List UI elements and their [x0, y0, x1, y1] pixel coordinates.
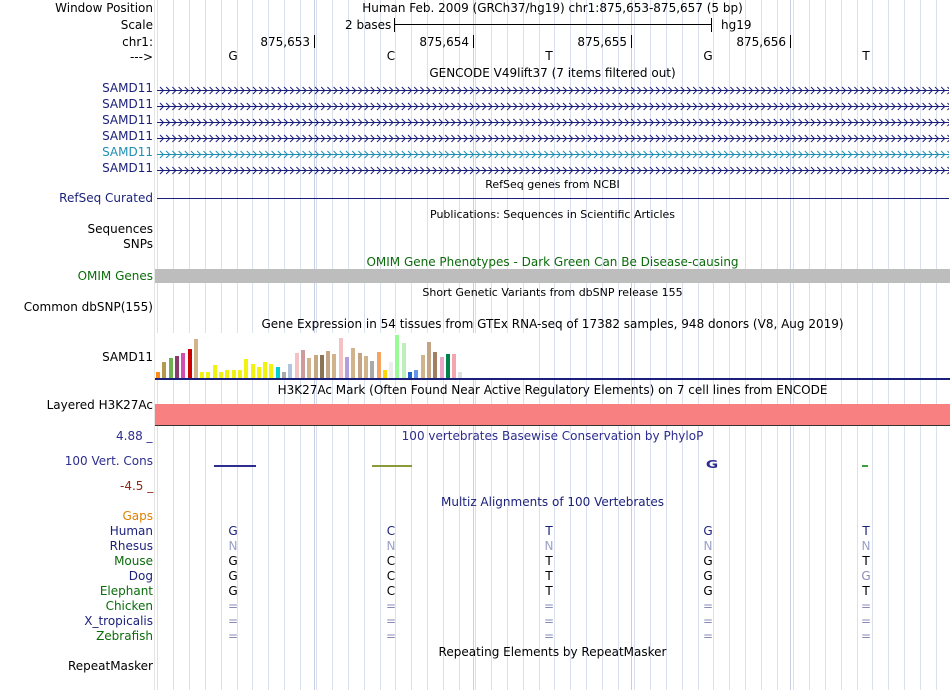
gtex-bar[interactable]	[389, 362, 393, 378]
gtex-bar[interactable]	[213, 365, 217, 378]
multiz-base: =	[385, 614, 397, 628]
gtex-bar[interactable]	[175, 356, 179, 378]
multiz-base: G	[228, 584, 238, 598]
gtex-title[interactable]: Gene Expression in 54 tissues from GTEx RNA-seq of 17382 samples, 948 donors (V8, Aug 2019)	[261, 317, 844, 331]
ruler-base: T	[545, 49, 553, 63]
ruler-position: 875,656	[736, 35, 786, 49]
gtex-bar[interactable]	[244, 359, 248, 378]
gencode-gene-label[interactable]: SAMD11	[102, 81, 153, 95]
gencode-gene-feature[interactable]	[157, 84, 949, 93]
ruler-tick	[790, 35, 791, 48]
gtex-bar[interactable]	[162, 362, 166, 378]
scale-text: 2 bases	[345, 18, 392, 32]
multiz-base: =	[702, 629, 714, 643]
multiz-base: G	[228, 554, 238, 568]
gtex-bar[interactable]	[181, 353, 185, 378]
gtex-bar[interactable]	[320, 355, 324, 378]
multiz-base: =	[227, 629, 239, 643]
gtex-bar[interactable]	[383, 370, 387, 378]
phylop-label[interactable]: 100 Vert. Cons	[64, 454, 153, 468]
multiz-species-label[interactable]: Dog	[128, 569, 153, 583]
multiz-base: T	[862, 584, 870, 598]
phylop-mark-1	[214, 465, 256, 467]
chrom-label[interactable]: chr1:	[122, 35, 153, 49]
gtex-bar[interactable]	[370, 361, 374, 378]
gtex-bar[interactable]	[364, 356, 368, 378]
gencode-gene-feature[interactable]	[157, 148, 949, 157]
multiz-species-label[interactable]: Elephant	[99, 584, 153, 598]
multiz-base: G	[703, 584, 713, 598]
multiz-base: =	[860, 599, 872, 613]
h3k27ac-label[interactable]: Layered H3K27Ac	[46, 398, 153, 412]
dbsnp-label[interactable]: Common dbSNP(155)	[23, 300, 153, 314]
multiz-base: G	[228, 524, 238, 538]
refseq-line[interactable]	[157, 198, 949, 199]
refseq-title[interactable]: RefSeq genes from NCBI	[485, 178, 620, 191]
gencode-title[interactable]: GENCODE V49lift37 (7 items filtered out)	[429, 66, 676, 80]
gtex-label[interactable]: SAMD11	[102, 350, 153, 364]
multiz-base: =	[702, 614, 714, 628]
multiz-base: =	[385, 629, 397, 643]
gtex-bar[interactable]	[251, 364, 255, 378]
multiz-base: T	[545, 584, 553, 598]
ruler-base: C	[386, 49, 396, 63]
multiz-base: N	[544, 539, 554, 553]
multiz-species-label[interactable]: Mouse	[114, 554, 153, 568]
h3k27ac-title[interactable]: H3K27Ac Mark (Often Found Near Active Regulatory Elements) on 7 cell lines from ENCODE	[277, 383, 828, 397]
multiz-base: C	[386, 554, 396, 568]
gtex-bar[interactable]	[295, 353, 299, 378]
scale-tick-left	[394, 18, 395, 32]
multiz-base: C	[386, 569, 396, 583]
gtex-bar[interactable]	[339, 338, 343, 378]
repeatmasker-label[interactable]: RepeatMasker	[67, 659, 153, 673]
gencode-gene-feature[interactable]	[157, 164, 949, 173]
snps-label[interactable]: SNPs	[123, 237, 153, 251]
multiz-base: =	[860, 629, 872, 643]
multiz-base: T	[545, 569, 553, 583]
multiz-title[interactable]: Multiz Alignments of 100 Vertebrates	[440, 495, 665, 509]
gtex-bar[interactable]	[414, 370, 418, 378]
omim-label[interactable]: OMIM Genes	[77, 269, 153, 283]
multiz-base: C	[386, 584, 396, 598]
gtex-bar[interactable]	[314, 355, 318, 378]
multiz-base: G	[703, 554, 713, 568]
multiz-base: =	[543, 614, 555, 628]
dbsnp-title[interactable]: Short Genetic Variants from dbSNP release 155	[422, 286, 683, 299]
multiz-species-label[interactable]: Gaps	[122, 509, 153, 523]
gtex-bar[interactable]	[326, 351, 330, 378]
ruler-base: G	[703, 49, 713, 63]
multiz-base: N	[703, 539, 713, 553]
gtex-bar[interactable]	[427, 342, 431, 378]
gtex-bar[interactable]	[452, 354, 456, 378]
refseq-label[interactable]: RefSeq Curated	[59, 191, 153, 205]
gencode-gene-label[interactable]: SAMD11	[102, 113, 153, 127]
gtex-bar[interactable]	[440, 357, 444, 378]
ruler-position: 875,654	[419, 35, 469, 49]
gtex-bar[interactable]	[433, 352, 437, 378]
phylop-max: 4.88 _	[116, 429, 153, 443]
gencode-gene-label[interactable]: SAMD11	[102, 97, 153, 111]
gtex-bar[interactable]	[276, 367, 280, 378]
gencode-gene-feature[interactable]	[157, 116, 949, 125]
ruler-tick	[473, 35, 474, 48]
h3k27ac-baseline	[155, 425, 950, 426]
gtex-bar[interactable]	[446, 354, 450, 378]
multiz-base: G	[703, 569, 713, 583]
phylop-mark-2	[372, 465, 412, 467]
gtex-bar[interactable]	[332, 354, 336, 378]
multiz-base: G	[703, 524, 713, 538]
multiz-species-label[interactable]: Chicken	[105, 599, 153, 613]
svg-text:G: G	[705, 459, 719, 469]
assembly-title[interactable]: Human Feb. 2009 (GRCh37/hg19) chr1:875,653-875,657 (5 bp)	[362, 1, 743, 15]
window-position-label[interactable]: Window Position	[55, 1, 153, 15]
multiz-base: =	[227, 614, 239, 628]
h3k27ac-signal[interactable]	[155, 404, 950, 425]
phylop-mark-3	[862, 465, 868, 467]
ruler-tick	[314, 35, 315, 48]
multiz-base: =	[385, 599, 397, 613]
multiz-species-label[interactable]: Rhesus	[109, 539, 153, 553]
multiz-base: =	[860, 614, 872, 628]
multiz-species-label[interactable]: X_tropicalis	[84, 614, 153, 628]
publications-title[interactable]: Publications: Sequences in Scientific Articles	[430, 208, 675, 221]
gtex-bar[interactable]	[421, 355, 425, 378]
phylop-title[interactable]: 100 vertebrates Basewise Conservation by PhyloP	[401, 429, 704, 443]
gtex-bar[interactable]	[402, 343, 406, 378]
gencode-gene-feature[interactable]	[157, 100, 949, 109]
gtex-bar[interactable]	[269, 364, 273, 378]
phylop-min: -4.5 _	[120, 479, 154, 493]
gtex-bar[interactable]	[238, 370, 242, 378]
multiz-base: N	[386, 539, 396, 553]
scale-db: hg19	[721, 18, 752, 32]
phylop-glyph-g	[690, 458, 734, 469]
gtex-bar[interactable]	[377, 352, 381, 378]
gtex-bar[interactable]	[288, 364, 292, 378]
ruler-base: T	[862, 49, 870, 63]
gtex-bar[interactable]	[188, 349, 192, 378]
multiz-base: =	[702, 599, 714, 613]
multiz-base: T	[862, 554, 870, 568]
repeatmasker-title[interactable]: Repeating Elements by RepeatMasker	[438, 645, 667, 659]
ruler-position: 875,653	[260, 35, 310, 49]
gencode-gene-label[interactable]: SAMD11	[102, 161, 153, 175]
multiz-base: G	[228, 569, 238, 583]
gtex-bar[interactable]	[351, 348, 355, 378]
multiz-base: C	[386, 524, 396, 538]
multiz-base: =	[543, 599, 555, 613]
multiz-species-label[interactable]: Human	[109, 524, 153, 538]
gtex-bar[interactable]	[257, 367, 261, 378]
scale-bar	[394, 24, 712, 25]
gtex-bar[interactable]	[301, 350, 305, 378]
multiz-base: T	[545, 524, 553, 538]
multiz-base: =	[543, 629, 555, 643]
multiz-base: T	[545, 554, 553, 568]
omim-bar[interactable]	[155, 269, 950, 283]
multiz-base: =	[227, 599, 239, 613]
ruler-base: G	[228, 49, 238, 63]
gtex-bar[interactable]	[169, 358, 173, 378]
gtex-bar[interactable]	[345, 357, 349, 378]
gencode-gene-feature[interactable]	[157, 132, 949, 141]
gtex-bar[interactable]	[358, 353, 362, 378]
ruler-position: 875,655	[577, 35, 627, 49]
gtex-baseline	[155, 378, 950, 380]
gtex-bar[interactable]	[194, 339, 198, 378]
gtex-bar[interactable]	[225, 370, 229, 378]
gtex-bar[interactable]	[232, 370, 236, 378]
multiz-species-label[interactable]: Zebrafish	[96, 629, 153, 643]
ruler-tick	[631, 35, 632, 48]
gtex-bar[interactable]	[263, 362, 267, 378]
gencode-gene-label[interactable]: SAMD11	[102, 145, 153, 159]
publications-label[interactable]: Sequences	[87, 222, 153, 236]
gtex-bar[interactable]	[395, 335, 399, 378]
multiz-base: G	[861, 569, 871, 583]
strand-label[interactable]: --->	[129, 50, 153, 64]
gencode-gene-label[interactable]: SAMD11	[102, 129, 153, 143]
omim-title[interactable]: OMIM Gene Phenotypes - Dark Green Can Be Disease-causing	[366, 255, 739, 269]
gtex-bar[interactable]	[307, 358, 311, 378]
scale-tick-right	[711, 18, 712, 32]
scale-label[interactable]: Scale	[120, 18, 153, 32]
multiz-base: T	[862, 524, 870, 538]
multiz-base: N	[861, 539, 871, 553]
multiz-base: N	[228, 539, 238, 553]
